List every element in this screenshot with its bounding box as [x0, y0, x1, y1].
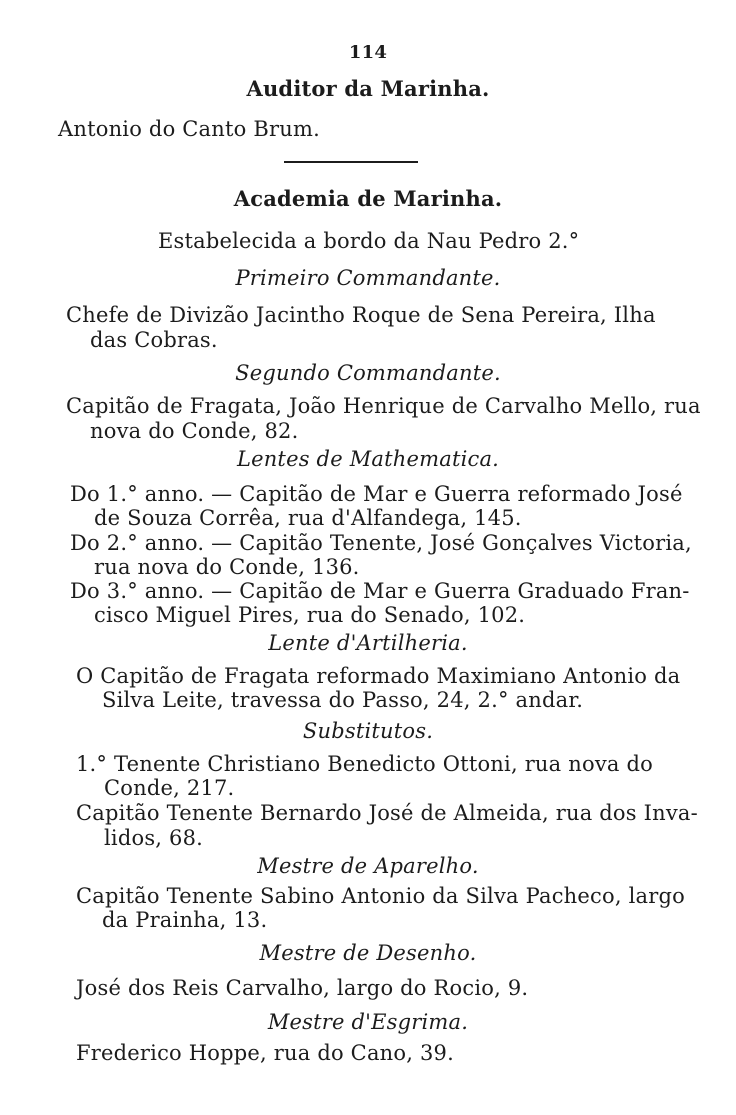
entry-line: nova do Conde, 82. [90, 419, 299, 443]
entry-line: rua nova do Conde, 136. [94, 555, 360, 579]
section-title: Mestre d'Esgrima. [267, 1010, 469, 1034]
entry-line: de Souza Corrêa, rua d'Alfandega, 145. [94, 506, 522, 530]
entry-line: Chefe de Divizão Jacintho Roque de Sena Pereira, Ilha [66, 303, 656, 327]
section-title: Mestre de Aparelho. [257, 854, 479, 878]
section-title: Primeiro Commandante. [235, 266, 501, 290]
section-title: Lentes de Mathematica. [236, 447, 500, 471]
page-number: 114 [348, 42, 388, 63]
entry-line: lidos, 68. [104, 826, 204, 850]
entry-line: 1.° Tenente Christiano Benedicto Ottoni, rua nova do [76, 752, 653, 776]
auditor-name: Antonio do Canto Brum. [58, 117, 320, 141]
academia-subheading: Estabelecida a bordo da Nau Pedro 2.° [158, 229, 580, 253]
entry-line: O Capitão de Fragata reformado Maximiano Antonio da [76, 664, 681, 688]
entry-line: Do 3.° anno. — Capitão de Mar e Guerra Graduado Fran- [70, 579, 690, 603]
section-title: Substitutos. [302, 719, 434, 743]
entry-line: José dos Reis Carvalho, largo do Rocio, 9. [76, 976, 529, 1000]
entry-line: Capitão Tenente Bernardo José de Almeida, rua dos Inva- [76, 801, 698, 825]
section-divider [284, 161, 418, 163]
entry-line: Conde, 217. [104, 776, 235, 800]
academia-heading: Academia de Marinha. [233, 186, 503, 211]
entry-line: Capitão Tenente Sabino Antonio da Silva Pacheco, largo [76, 884, 685, 908]
section-title: Segundo Commandante. [235, 361, 501, 385]
entry-line: da Prainha, 13. [102, 908, 268, 932]
section-title: Lente d'Artilheria. [268, 631, 468, 655]
entry-line: Do 1.° anno. — Capitão de Mar e Guerra reformado José [70, 482, 683, 506]
entry-line: cisco Miguel Pires, rua do Senado, 102. [94, 603, 526, 627]
entry-line: Silva Leite, travessa do Passo, 24, 2.° andar. [102, 688, 584, 712]
section-title: Mestre de Desenho. [259, 941, 477, 965]
entry-line: das Cobras. [90, 328, 218, 352]
entry-line: Do 2.° anno. — Capitão Tenente, José Gonçalves Victoria, [70, 531, 692, 555]
entry-line: Capitão de Fragata, João Henrique de Carvalho Mello, rua [66, 394, 701, 418]
auditor-heading: Auditor da Marinha. [246, 76, 490, 101]
entry-line: Frederico Hoppe, rua do Cano, 39. [76, 1041, 454, 1065]
